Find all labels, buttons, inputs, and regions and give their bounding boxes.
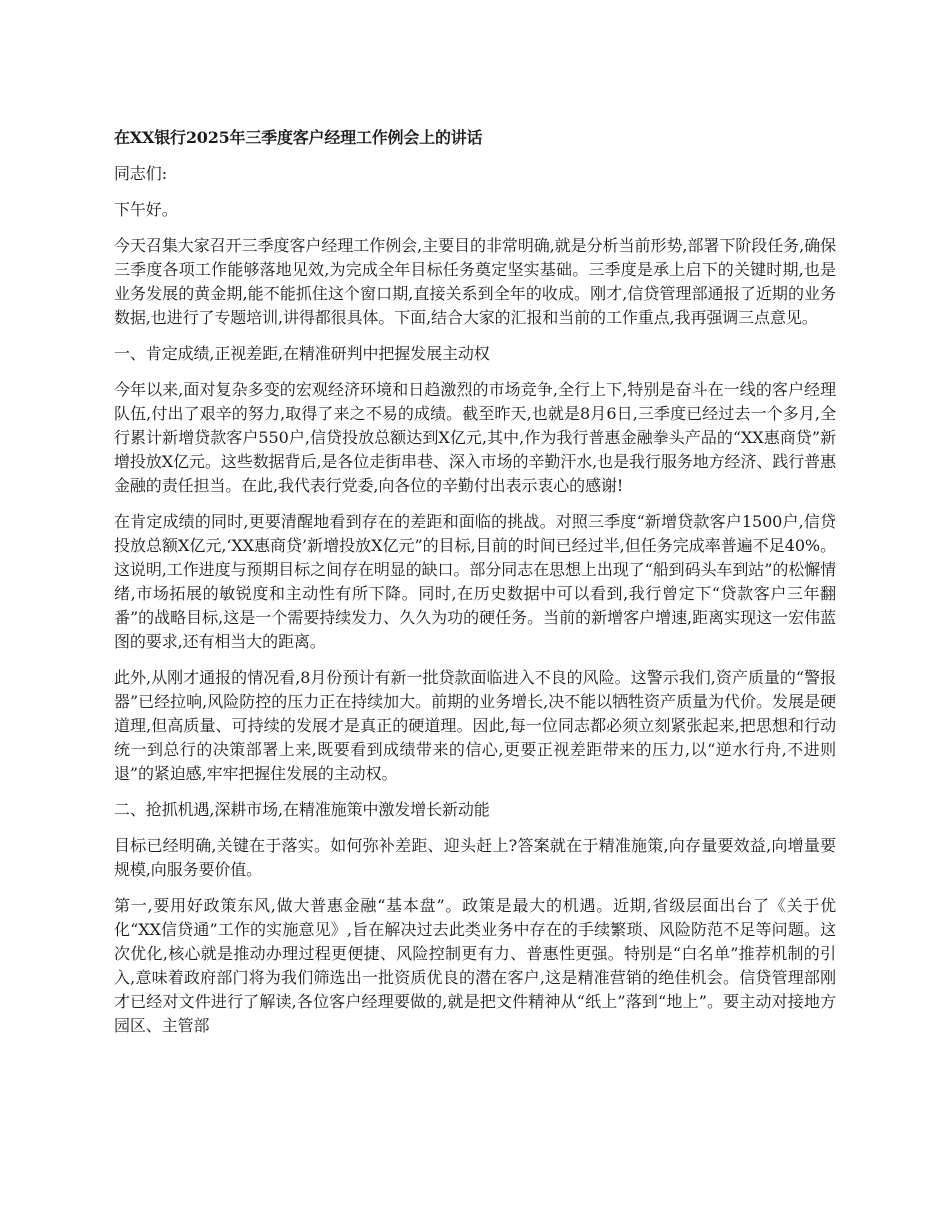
paragraph: 在肯定成绩的同时,更要清醒地看到存在的差距和面临的挑战。对照三季度“新增贷款客户1500户,信贷投放总额X亿元,‘XX惠商贷’新增投放X亿元”的目标,目前的时间已经过半,但任务完成率普遍不足40%。这说明,工作进度与预期目标之间存在明显的缺口。部分同志在思想上出现了“船到码头车到站”的松懈情绪,市场拓展的敏锐度和主动性有所下降。同时,在历史数据中可以看到,我行曾定下“贷款客户三年翻番”的战略目标,这是一个需要持续发力、久久为功的硬任务。当前的新增客户增速,距离实现这一宏伟蓝图的要求,还有相当大的距离。 [114, 512, 836, 651]
greeting: 下午好。 [114, 200, 178, 219]
salutation: 同志们: [114, 164, 167, 183]
document-title: 在XX银行2025年三季度客户经理工作例会上的讲话 [114, 128, 483, 147]
section-heading-2: 二、抢抓机遇,深耕市场,在精准施策中激发增长新动能 [114, 800, 490, 819]
paragraph: 此外,从刚才通报的情况看,8月份预计有新一批贷款面临进入不良的风险。这警示我们,资产质量的“警报器”已经拉响,风险防控的压力正在持续加大。前期的业务增长,决不能以牺牲资产质量为代价。发展是硬道理,但高质量、可持续的发展才是真正的硬道理。因此,每一位同志都必须立刻紧张起来,把思想和行动统一到总行的决策部署上来,既要看到成绩带来的信心,更要正视差距带来的压力,以“逆水行舟,不进则退”的紧迫感,牢牢把握住发展的主动权。 [114, 668, 836, 783]
paragraph: 第一,要用好政策东风,做大普惠金融“基本盘”。政策是最大的机遇。近期,省级层面出台了《关于优化“XX信贷通”工作的实施意见》,旨在解决过去此类业务中存在的手续繁琐、风险防范不足等问题。这次优化,核心就是推动办理过程更便捷、风险控制更有力、普惠性更强。特别是“白名单”推荐机制的引入,意味着政府部门将为我们筛选出一批资质优良的潜在客户,这是精准营销的绝佳机会。信贷管理部刚才已经对文件进行了解读,各位客户经理要做的,就是把文件精神从“纸上”落到“地上”。要主动对接地方园区、主管部 [114, 896, 836, 1035]
paragraph-intro: 今天召集大家召开三季度客户经理工作例会,主要目的非常明确,就是分析当前形势,部署下阶段任务,确保三季度各项工作能够落地见效,为完成全年目标任务奠定坚实基础。三季度是承上启下的关键时期,也是业务发展的黄金期,能不能抓住这个窗口期,直接关系到全年的收成。刚才,信贷管理部通报了近期的业务数据,也进行了专题培训,讲得都很具体。下面,结合大家的汇报和当前的工作重点,我再强调三点意见。 [114, 236, 836, 327]
paragraph: 目标已经明确,关键在于落实。如何弥补差距、迎头赶上?答案就在于精准施策,向存量要效益,向增量要规模,向服务要价值。 [114, 836, 836, 879]
paragraph: 今年以来,面对复杂多变的宏观经济环境和日趋激烈的市场竞争,全行上下,特别是奋斗在一线的客户经理队伍,付出了艰辛的努力,取得了来之不易的成绩。截至昨天,也就是8月6日,三季度已经过去一个多月,全行累计新增贷款客户550户,信贷投放总额达到X亿元,其中,作为我行普惠金融拳头产品的“XX惠商贷”新增投放X亿元。这些数据背后,是各位走街串巷、深入市场的辛勤汗水,也是我行服务地方经济、践行普惠金融的责任担当。在此,我代表行党委,向各位的辛勤付出表示衷心的感谢! [114, 380, 836, 495]
section-heading-1: 一、肯定成绩,正视差距,在精准研判中把握发展主动权 [114, 344, 490, 363]
